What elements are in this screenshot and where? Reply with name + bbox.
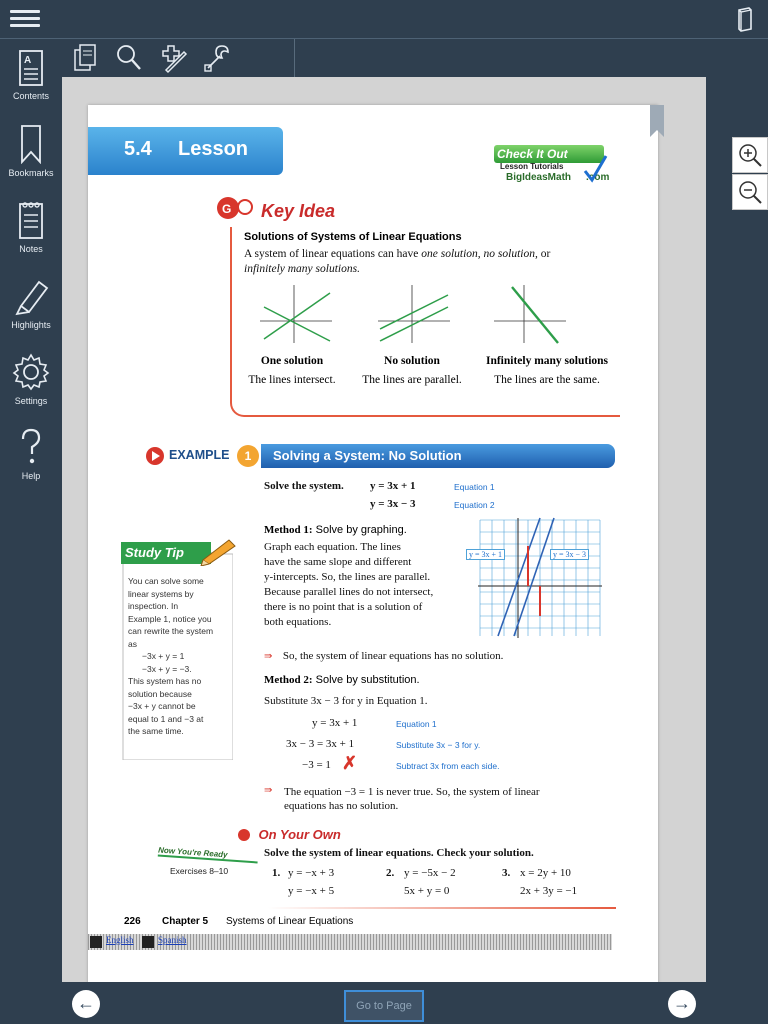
equation-2: y = 3x − 3 <box>370 498 416 510</box>
lesson-banner <box>88 127 283 175</box>
notes-icon <box>16 200 46 240</box>
step-note: Subtract 3x from each side. <box>396 761 500 771</box>
graph-label: y = 3x − 3 <box>550 549 589 560</box>
conclusion-2 <box>264 785 584 813</box>
method1-label: Method 1: <box>264 524 313 536</box>
method2-label: Method 2: <box>264 674 313 686</box>
pencil-icon <box>199 536 239 566</box>
menu-icon[interactable] <box>10 10 40 30</box>
speaker-icon[interactable] <box>90 936 102 948</box>
tip-line: Example 1, notice you <box>128 613 212 624</box>
highlighter-icon <box>11 276 51 316</box>
intro-text-a: A system of linear equations can have <box>244 248 422 260</box>
method1 <box>264 524 407 536</box>
english-link[interactable]: English <box>106 935 134 945</box>
tip-line: as <box>128 638 137 649</box>
go-to-page-button[interactable]: Go to Page <box>344 990 424 1022</box>
tip-line: solution because <box>128 688 192 699</box>
graph-title: No solution <box>384 355 440 367</box>
tools-icon[interactable] <box>202 42 232 79</box>
step-3: −3 = 1 <box>302 759 331 771</box>
problem-eq: y = −5x − 2 <box>404 867 456 879</box>
dot-icon <box>238 829 250 841</box>
graph-title: Infinitely many solutions <box>485 355 609 367</box>
tip-line: This system has no <box>128 676 202 686</box>
page-footer <box>88 916 658 976</box>
go-key-idea-icon <box>216 196 262 222</box>
bottom-bar <box>62 982 706 1024</box>
problem-eq: y = −x + 3 <box>288 867 335 879</box>
method1-line: Because parallel lines do not intersect, <box>264 586 434 598</box>
problem-number: 2. <box>386 867 395 879</box>
method1-text <box>264 540 474 630</box>
chapter-title: Systems of Linear Equations <box>226 916 354 927</box>
step-note: Substitute 3x − 3 for y. <box>396 740 481 750</box>
tip-line: You can solve some <box>128 576 204 586</box>
conclusion-1 <box>264 646 503 664</box>
check-it-out-site: BigIdeasMath <box>506 172 572 183</box>
check-it-out-title: Check It Out <box>494 145 604 163</box>
textbook-page <box>88 105 658 982</box>
sidebar-item-notes[interactable] <box>0 200 62 254</box>
method1-line: there is no point that is a solution of <box>264 601 423 613</box>
key-idea-title: Key Idea <box>261 201 336 221</box>
problem-eq: y = −x + 5 <box>288 885 335 897</box>
prev-page-button[interactable]: ← <box>72 990 100 1018</box>
graph-no-solution <box>378 285 450 345</box>
search-icon[interactable] <box>114 42 144 79</box>
tip-line: −3x + y cannot be <box>128 701 196 711</box>
solve-label: Solve the system. <box>264 480 344 492</box>
own-instruction: Solve the system of linear equations. Check your solution. <box>264 847 534 859</box>
example-header <box>145 444 615 468</box>
sidebar-item-help[interactable] <box>0 427 62 481</box>
on-your-own-title: On Your Own <box>258 827 341 842</box>
conclusion-text <box>284 785 584 813</box>
arrow-icon: ⇛ <box>264 651 273 662</box>
study-tip-title: Study Tip <box>121 542 211 564</box>
toolbar <box>62 39 768 77</box>
on-your-own-header <box>238 826 341 844</box>
intro-text-d: infinitely many solutions. <box>244 263 360 275</box>
graph-desc: The lines intersect. <box>248 374 336 386</box>
zoom-in-icon <box>733 138 767 172</box>
contents-icon <box>16 49 46 87</box>
next-page-button[interactable]: → <box>668 990 696 1018</box>
check-it-out-domain: .com <box>586 172 610 183</box>
method1-line: both equations. <box>264 616 332 628</box>
copy-icon[interactable] <box>70 42 100 79</box>
problem-eq: 2x + 3y = −1 <box>520 885 578 897</box>
graph-desc: The lines are parallel. <box>362 374 462 386</box>
example-label: EXAMPLE <box>169 448 230 462</box>
page-number: 226 <box>124 916 141 927</box>
lesson-number: 5.4 <box>124 138 152 160</box>
intro-text-b: one solution, no solution, <box>421 248 538 260</box>
sidebar-item-settings[interactable] <box>0 352 62 406</box>
parallel-lines-graph <box>476 516 610 640</box>
divider <box>268 907 616 909</box>
problem-eq: 5x + y = 0 <box>404 885 450 897</box>
tip-line: inspection. In <box>128 601 179 611</box>
method2 <box>264 674 420 686</box>
key-idea-heading: Solutions of Systems of Linear Equations <box>244 231 462 243</box>
zoom-out-icon <box>733 175 767 209</box>
audio-bar <box>88 934 612 950</box>
key-idea-intro <box>244 247 604 277</box>
sidebar-label: Settings <box>14 396 48 406</box>
svg-text:A: A <box>24 55 32 66</box>
problem-number: 3. <box>502 867 511 879</box>
ready-title: Now You're Ready <box>158 846 259 864</box>
problem-eq: x = 2y + 10 <box>520 867 571 879</box>
sidebar-item-highlights[interactable] <box>0 276 62 330</box>
method1-line: Graph each equation. The lines <box>264 541 401 553</box>
sidebar-label: Help <box>21 471 41 481</box>
graph-title: One solution <box>260 355 324 367</box>
conclusion-line: The equation −3 = 1 is never true. So, the system of linear <box>284 786 540 798</box>
now-ready-badge[interactable] <box>158 846 259 864</box>
sidebar-item-contents[interactable] <box>0 49 62 101</box>
tip-line: −3x + y = 1 <box>142 651 185 661</box>
bookmark-icon <box>16 124 46 164</box>
zoom-in-button[interactable] <box>732 137 768 173</box>
problem-number: 1. <box>272 867 281 879</box>
page-viewer[interactable] <box>62 77 706 982</box>
equation-1: y = 3x + 1 <box>370 480 416 492</box>
key-idea-box <box>230 227 620 417</box>
step-2: 3x − 3 = 3x + 1 <box>286 738 355 750</box>
svg-text:G: G <box>222 202 232 216</box>
check-it-out-logo[interactable] <box>494 145 614 187</box>
graph-desc: The lines are the same. <box>494 374 600 386</box>
method2-title: Solve by substitution. <box>315 674 420 686</box>
help-icon <box>16 427 46 467</box>
graph-one-solution <box>260 285 332 345</box>
tip-line: the same time. <box>128 726 184 736</box>
cross-icon: ✗ <box>342 753 358 773</box>
toolbar-divider <box>294 39 295 77</box>
tip-line: can rewrite the system <box>128 626 214 636</box>
right-panel <box>706 77 768 1024</box>
tip-line: −3x + y = −3. <box>142 663 192 674</box>
lesson-title: Lesson <box>178 138 249 160</box>
tip-line: equal to 1 and −3 at <box>128 713 204 724</box>
chapter-label: Chapter 5 <box>162 916 209 927</box>
equation-note: Equation 1 <box>454 482 495 492</box>
tip-line: linear systems by <box>128 588 194 599</box>
sidebar-label: Highlights <box>11 320 51 330</box>
intro-text-c: or <box>537 248 551 260</box>
spanish-link[interactable]: Spanish <box>158 935 187 945</box>
step-note: Equation 1 <box>396 719 437 729</box>
play-icon <box>145 446 165 466</box>
equation-note: Equation 2 <box>454 500 495 510</box>
top-bar <box>0 0 768 39</box>
ready-exercises[interactable]: Exercises 8–10 <box>170 866 229 876</box>
annotate-icon[interactable] <box>158 42 188 79</box>
zoom-out-button[interactable] <box>732 174 768 210</box>
gear-icon <box>11 352 51 392</box>
sidebar <box>0 39 62 1024</box>
conclusion-line: equations has no solution. <box>284 800 399 812</box>
example-number: 1 <box>237 445 259 467</box>
graph-infinite-solutions <box>494 285 566 345</box>
method1-title: Solve by graphing. <box>315 524 407 536</box>
method1-line: have the same slope and different <box>264 556 412 568</box>
arrow-icon: ⇛ <box>264 785 273 796</box>
conclusion-text: So, the system of linear equations has no solution. <box>282 650 504 662</box>
check-it-out-sub: Lesson Tutorials <box>500 162 564 171</box>
sidebar-label: Notes <box>19 244 43 254</box>
method1-line: y-intercepts. So, the lines are parallel. <box>264 571 431 583</box>
study-tip-text <box>128 575 226 738</box>
example-title: Solving a System: No Solution <box>261 444 615 468</box>
sidebar-item-bookmarks[interactable] <box>0 124 62 178</box>
book-icon[interactable] <box>736 6 754 37</box>
checkmark-icon <box>582 153 608 183</box>
bookmark-ribbon[interactable] <box>650 105 664 137</box>
speaker-icon[interactable] <box>142 936 154 948</box>
method2-text: Substitute 3x − 3 for y in Equation 1. <box>264 695 428 707</box>
graph-label: y = 3x + 1 <box>466 549 505 560</box>
step-1: y = 3x + 1 <box>312 717 358 729</box>
sidebar-label: Contents <box>12 91 50 101</box>
sidebar-label: Bookmarks <box>8 168 54 178</box>
